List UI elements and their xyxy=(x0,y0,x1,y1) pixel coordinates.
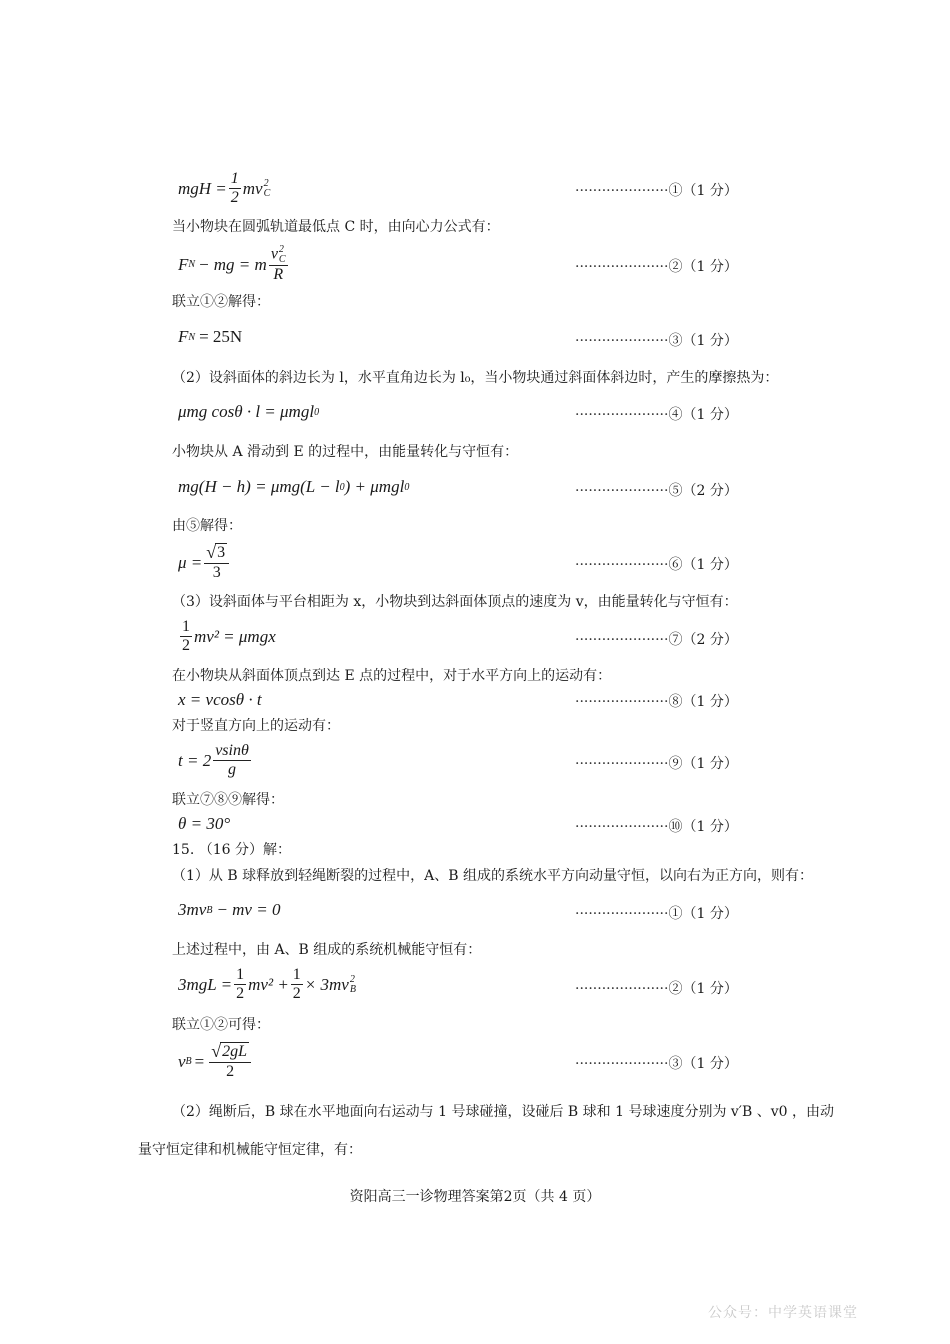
f2-den-a: 2 xyxy=(236,985,245,1002)
eq9-num: vsinθ xyxy=(215,742,249,759)
dots: ····················· xyxy=(575,259,669,275)
watermark: 公众号：中学英语课堂 xyxy=(708,1305,858,1321)
score-3 xyxy=(575,330,738,350)
eq8-body: x = vcosθ · t xyxy=(178,690,262,709)
sub: 0 xyxy=(339,481,345,493)
score-label: ④（1 分） xyxy=(668,407,738,423)
dots: ····················· xyxy=(575,756,669,772)
score-7 xyxy=(575,629,738,649)
sqrt xyxy=(206,543,227,562)
f2-num-b: 1 xyxy=(292,966,301,983)
score-2 xyxy=(575,256,738,276)
eq9-den: g xyxy=(228,761,237,778)
radical-sign: √ xyxy=(206,542,217,562)
dots: ····················· xyxy=(575,981,669,997)
score-label: ②（1 分） xyxy=(668,981,738,997)
f2-den-b: 2 xyxy=(292,985,301,1002)
equation-7 xyxy=(178,618,276,655)
sub: C xyxy=(278,254,286,265)
text-line-5: 由⑤解得： xyxy=(172,518,242,534)
score-label: ①（1 分） xyxy=(668,183,738,199)
text-line-3: （2）设斜面体的斜边长为 l，水平直角边长为 l₀，当小物块通过斜面体斜边时，产生的摩擦热为： xyxy=(172,370,779,386)
equation-8 xyxy=(178,690,262,710)
score-label: ①（1 分） xyxy=(668,906,738,922)
sqrt xyxy=(211,1042,249,1061)
page-footer: 资阳高三一诊物理答案第2页（共 4 页） xyxy=(349,1189,601,1205)
score-label: ②（1 分） xyxy=(668,259,738,275)
eq5-a: mg(H − h) = μmg(L − l xyxy=(178,477,340,496)
f3-den: 2 xyxy=(226,1063,235,1080)
score-9 xyxy=(575,753,738,773)
text-line-14: （2）绳断后，B 球在水平地面向右运动与 1 号球碰撞，设碰后 B 球和 1 号球速度分别为 v′B 、v0 ，由动 xyxy=(172,1104,834,1120)
text-line-2: 联立①②解得： xyxy=(172,294,270,310)
text-line-13: 联立①②可得： xyxy=(172,1017,270,1033)
dots: ····················· xyxy=(575,694,669,710)
radicand: 2gL xyxy=(222,1043,248,1060)
equation-6 xyxy=(178,543,231,582)
eq6-den: 3 xyxy=(212,564,221,581)
score-q15-1 xyxy=(575,903,738,923)
equation-q15-2 xyxy=(178,966,356,1003)
dots: ····················· xyxy=(575,183,669,199)
score-label: ⑩（1 分） xyxy=(668,819,738,835)
f3-v: v xyxy=(178,1051,186,1071)
eq3-F: F xyxy=(178,327,189,346)
score-label: ③（1 分） xyxy=(668,1056,738,1072)
text-line-15: 量守恒定律和机械能守恒定律，有： xyxy=(138,1142,362,1158)
text-line-12: 上述过程中，由 A、B 组成的系统机械能守恒有： xyxy=(172,942,482,958)
eq10-body: θ = 30° xyxy=(178,814,231,833)
dots: ····················· xyxy=(575,333,669,349)
equation-2 xyxy=(178,245,290,284)
equation-q15-3 xyxy=(178,1042,253,1081)
score-5 xyxy=(575,480,738,500)
dots: ····················· xyxy=(575,1056,669,1072)
eq2-fraction xyxy=(269,245,288,284)
score-q15-3 xyxy=(575,1053,738,1073)
text-line-9: 联立⑦⑧⑨解得： xyxy=(172,792,284,808)
eq9-lhs: t = 2 xyxy=(178,750,212,770)
f3-fraction xyxy=(209,1042,251,1081)
sub: 0 xyxy=(314,406,320,418)
eq6-num xyxy=(204,543,229,564)
text-line-8: 对于竖直方向上的运动有： xyxy=(172,718,340,734)
sup: 2 xyxy=(349,973,355,985)
eq7-num: 1 xyxy=(182,618,190,635)
eq2-lhs: F xyxy=(178,254,189,274)
eq2-num xyxy=(269,245,288,266)
eq2-num-v: v xyxy=(270,245,278,263)
eq5-b: ) + μmgl xyxy=(344,477,405,496)
f2-rhs: × 3mv xyxy=(304,974,349,994)
f2-mid: mv² + xyxy=(248,974,289,994)
score-1 xyxy=(575,180,738,200)
eq7-den: 2 xyxy=(182,637,190,654)
score-label: ⑤（2 分） xyxy=(668,483,738,499)
score-8 xyxy=(575,691,738,711)
radical-sign: √ xyxy=(211,1041,222,1061)
f1-b: − mv = 0 xyxy=(216,900,281,919)
dots: ····················· xyxy=(575,483,669,499)
sub: 0 xyxy=(404,481,410,493)
text-line-7: 在小物块从斜面体顶点到达 E 点的过程中，对于水平方向上的运动有： xyxy=(172,668,612,684)
dots: ····················· xyxy=(575,819,669,835)
eq1-lhs: mgH = xyxy=(178,178,227,198)
f2-frac-b xyxy=(291,966,303,1003)
sup: 2 xyxy=(263,177,269,189)
equation-3 xyxy=(178,327,242,347)
eq7-rhs: mv² = μmgx xyxy=(194,626,276,646)
sub: N xyxy=(188,259,196,270)
sub: B xyxy=(185,1056,192,1067)
eq6-fraction xyxy=(204,543,229,582)
score-label: ⑨（1 分） xyxy=(668,756,738,772)
dots: ····················· xyxy=(575,407,669,423)
eq7-fraction xyxy=(180,618,192,655)
sub: B xyxy=(349,983,356,995)
score-4 xyxy=(575,404,738,424)
dots: ····················· xyxy=(575,557,669,573)
score-label: ⑦（2 分） xyxy=(668,632,738,648)
eq3-rhs: = 25N xyxy=(199,327,243,346)
equation-9 xyxy=(178,742,253,779)
score-label: ③（1 分） xyxy=(668,333,738,349)
dots: ····················· xyxy=(575,632,669,648)
text-line-4: 小物块从 A 滑动到 E 的过程中，由能量转化与守恒有： xyxy=(172,444,519,460)
sup: 2 xyxy=(278,244,284,255)
question-15-heading: 15. （16 分）解： xyxy=(172,842,291,858)
eq9-fraction xyxy=(213,742,251,779)
eq4-body: μmg cosθ · l = μmgl xyxy=(178,402,315,421)
f2-lhs: 3mgL = xyxy=(178,974,233,994)
equation-5 xyxy=(178,477,409,497)
eq1-den: 2 xyxy=(230,189,239,206)
score-6 xyxy=(575,554,738,574)
score-q15-2 xyxy=(575,978,738,998)
eq6-lhs: μ = xyxy=(178,552,203,572)
text-line-11: （1）从 B 球释放到轻绳断裂的过程中，A、B 组成的系统水平方向动量守恒，以向右为正方向，则有： xyxy=(172,868,813,884)
eq2-den: R xyxy=(273,266,284,283)
eq2-mid: − mg = m xyxy=(198,254,267,274)
text-line-1: 当小物块在圆弧轨道最低点 C 时，由向心力公式有： xyxy=(172,219,500,235)
score-label: ⑥（1 分） xyxy=(668,557,738,573)
eq1-rhs: mv xyxy=(242,178,263,198)
f2-num-a: 1 xyxy=(236,966,245,983)
equation-10 xyxy=(178,814,230,834)
f1-a: 3mv xyxy=(178,900,207,919)
equals: = xyxy=(194,1051,205,1071)
eq1-num: 1 xyxy=(230,170,239,187)
eq1-fraction xyxy=(229,170,241,207)
score-10 xyxy=(575,816,738,836)
f2-frac-a xyxy=(234,966,246,1003)
sub: C xyxy=(263,187,271,199)
equation-1 xyxy=(178,170,270,207)
radicand: 3 xyxy=(217,544,226,561)
equation-q15-1 xyxy=(178,900,280,920)
equation-4 xyxy=(178,402,319,422)
dots: ····················· xyxy=(575,906,669,922)
f3-num xyxy=(209,1042,251,1063)
score-label: ⑧（1 分） xyxy=(668,694,738,710)
text-line-6: （3）设斜面体与平台相距为 x，小物块到达斜面体顶点的速度为 v，由能量转化与守恒有： xyxy=(172,594,738,610)
sub: B xyxy=(206,904,213,916)
sub: N xyxy=(188,331,196,343)
